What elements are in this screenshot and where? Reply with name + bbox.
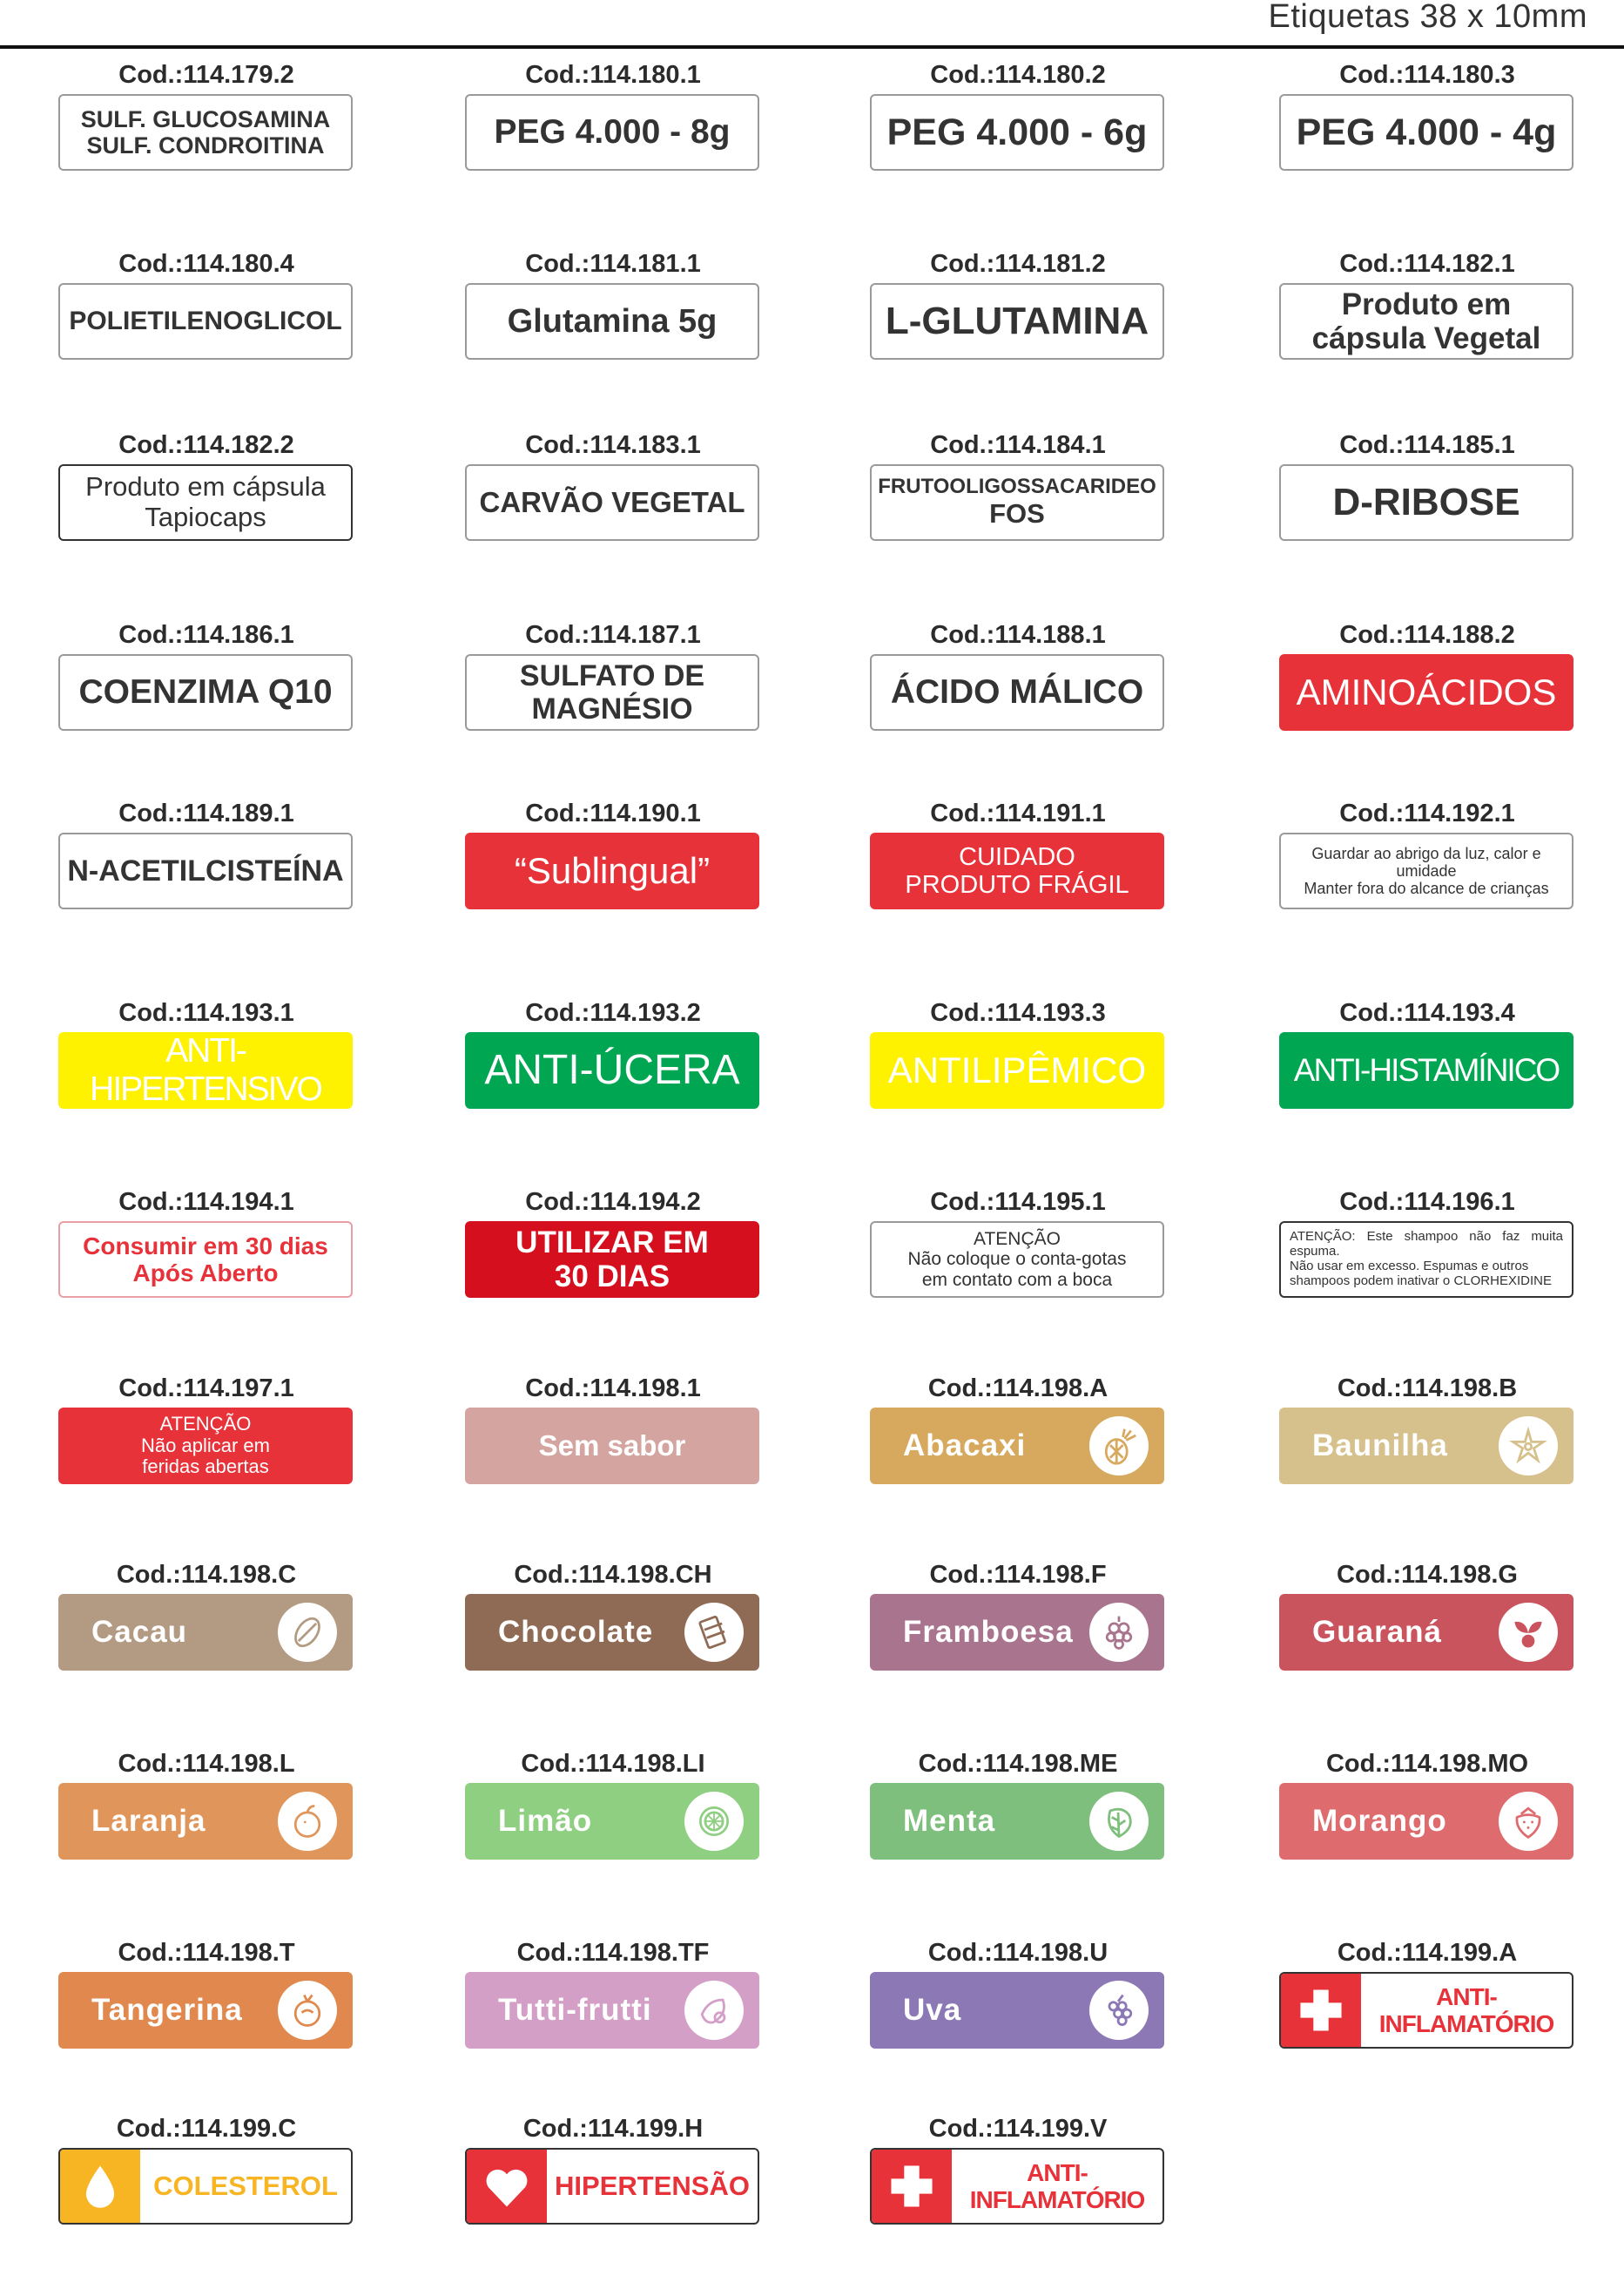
- pineapple-icon: [1089, 1416, 1149, 1475]
- label-code: Cod.:114.193.2: [525, 999, 701, 1027]
- label-cell: [870, 800, 1166, 974]
- label-code: Cod.:114.183.1: [525, 431, 701, 459]
- guarana-icon: [1499, 1603, 1558, 1662]
- label-line: ÁCIDO MÁLICO: [890, 673, 1144, 712]
- label-line: Produto em cápsula: [85, 471, 326, 503]
- label-menta: [870, 1783, 1164, 1860]
- lime-slice-icon: [684, 1792, 744, 1851]
- label-line: L-GLUTAMINA: [885, 300, 1149, 343]
- label-abacaxi: [870, 1408, 1164, 1484]
- label-code: Cod.:114.180.2: [930, 61, 1106, 89]
- label-line: CUIDADO: [959, 842, 1075, 871]
- label-code: Cod.:114.187.1: [525, 621, 701, 649]
- label-tutti-frutti: [465, 1972, 759, 2049]
- label-code: Cod.:114.199.V: [928, 2115, 1108, 2143]
- label-code: Cod.:114.198.MO: [1325, 1750, 1529, 1778]
- label-sulf-glucosamina: [58, 94, 353, 171]
- label-text: ANTI-INFLAMATÓRIO: [1378, 1982, 1554, 2037]
- red-cross-icon: [1281, 1974, 1361, 2047]
- label-cell: [58, 800, 354, 974]
- label-cell: [58, 250, 354, 424]
- label-line: FOS: [989, 498, 1045, 530]
- label-line: PEG 4.000 - 8g: [494, 113, 731, 152]
- label-line: Guardar ao abrigo da luz, calor e umidade: [1311, 844, 1541, 880]
- label-cell: [465, 999, 761, 1173]
- label-cell: [870, 1561, 1166, 1735]
- flavor-name: Menta: [903, 1804, 996, 1839]
- label-cell: [58, 1561, 354, 1735]
- label-line: em contato com a boca: [921, 1269, 1113, 1290]
- mint-leaf-icon: [1089, 1792, 1149, 1851]
- flavor-name: Framboesa: [903, 1615, 1074, 1650]
- label-code: Cod.:114.194.1: [118, 1188, 294, 1216]
- label-text: COLESTEROL: [153, 2170, 338, 2201]
- label-line: SULFATO DE: [519, 658, 705, 692]
- label-line: ANTILIPÊMICO: [887, 1050, 1147, 1091]
- label-line: 30 DIAS: [554, 1259, 670, 1293]
- label-cell: [870, 1750, 1166, 1924]
- label-line: ATENÇÃO: [159, 1413, 252, 1435]
- label-anti-inflamatorio: [1279, 1972, 1573, 2049]
- label-line: feridas abertas: [142, 1455, 269, 1478]
- label-code: Cod.:114.181.2: [930, 250, 1106, 278]
- label-cell: [465, 1374, 761, 1549]
- grapes-icon: [1089, 1981, 1149, 2040]
- label-code: Cod.:114.195.1: [930, 1188, 1106, 1216]
- flavor-name: Limão: [498, 1804, 593, 1839]
- raspberry-icon: [1089, 1603, 1149, 1662]
- label-cell: [465, 1939, 761, 2113]
- label-frutooligossacarideo: [870, 464, 1164, 541]
- chocolate-bar-icon: [684, 1603, 744, 1662]
- label-carvao-vegetal: [465, 464, 759, 541]
- label-cell: [1279, 1939, 1575, 2113]
- label-cell: [465, 621, 761, 795]
- label-code: Cod.:114.198.1: [525, 1374, 701, 1402]
- label-line: MAGNÉSIO: [531, 692, 693, 726]
- label-framboesa: [870, 1594, 1164, 1671]
- label-code: Cod.:114.180.4: [118, 250, 294, 278]
- orange-icon: [278, 1792, 337, 1851]
- label-cell: [1279, 1561, 1575, 1735]
- tutti-frutti-icon: [684, 1981, 744, 2040]
- page-header: [0, 0, 1624, 49]
- label-line: shampoos podem inativar o CLORHEXIDINE: [1290, 1273, 1552, 1288]
- label-code: Cod.:114.198.F: [929, 1561, 1107, 1589]
- label-code: Cod.:114.199.C: [116, 2115, 297, 2143]
- label-cell: [58, 1750, 354, 1924]
- label-cell: [465, 800, 761, 974]
- label-line: ATENÇÃO: [974, 1228, 1061, 1249]
- label-code: Cod.:114.198.L: [118, 1750, 295, 1778]
- label-chocolate: [465, 1594, 759, 1671]
- label-guarana: [1279, 1594, 1573, 1671]
- label-cell: [870, 1188, 1166, 1362]
- label-code: Cod.:114.198.ME: [918, 1750, 1118, 1778]
- label-code: Cod.:114.180.3: [1339, 61, 1515, 89]
- label-code: Cod.:114.179.2: [118, 61, 294, 89]
- label-cell: [870, 1939, 1166, 2113]
- label-code: Cod.:114.198.B: [1337, 1374, 1518, 1402]
- label-code: Cod.:114.182.1: [1339, 250, 1515, 278]
- label-atencao-este-shampoo-nao-faz-muita-espuma: [1279, 1221, 1573, 1298]
- label-code: Cod.:114.181.1: [525, 250, 701, 278]
- vanilla-flower-icon: [1499, 1416, 1558, 1475]
- flavor-name: Cacau: [91, 1615, 188, 1650]
- label-peg-4-000-4g: [1279, 94, 1573, 171]
- label-code: Cod.:114.199.H: [522, 2115, 704, 2143]
- label-line: Após Aberto: [132, 1259, 279, 1286]
- label-anti-histaminico: [1279, 1032, 1573, 1109]
- label-colesterol: [58, 2148, 353, 2225]
- label-cell: [58, 621, 354, 795]
- label-cell: [58, 61, 354, 235]
- label-line: PEG 4.000 - 6g: [886, 111, 1148, 153]
- label-cell: [1279, 61, 1575, 235]
- label-cell: [870, 999, 1166, 1173]
- label-cell: [465, 431, 761, 605]
- label-line: Sem sabor: [538, 1428, 686, 1462]
- label-d-ribose: [1279, 464, 1573, 541]
- label-consumir-em-30-dias: [58, 1221, 353, 1298]
- label-peg-4-000-8g: [465, 94, 759, 171]
- strawberry-icon: [1499, 1792, 1558, 1851]
- label-code: Cod.:114.197.1: [118, 1374, 294, 1402]
- label-guardar-ao-abrigo-da-luz-calor-e-umidade: [1279, 833, 1573, 909]
- label-code: Cod.:114.199.A: [1337, 1939, 1518, 1967]
- label-code: Cod.:114.189.1: [118, 800, 294, 827]
- flavor-name: Laranja: [91, 1804, 206, 1839]
- label-line: COENZIMA Q10: [78, 673, 333, 712]
- label-antilipemico: [870, 1032, 1164, 1109]
- label-line: AMINOÁCIDOS: [1296, 672, 1557, 713]
- flavor-name: Abacaxi: [903, 1428, 1027, 1463]
- label-code: Cod.:114.198.U: [927, 1939, 1108, 1967]
- label-aminoacidos: [1279, 654, 1573, 731]
- label-l-glutamina: [870, 283, 1164, 360]
- label-line: D-RIBOSE: [1332, 481, 1520, 524]
- label-cell: [465, 1561, 761, 1735]
- label-code: Cod.:114.180.1: [525, 61, 701, 89]
- label-limao: [465, 1783, 759, 1860]
- label-code: Cod.:114.198.LI: [521, 1750, 705, 1778]
- label-code: Cod.:114.188.2: [1339, 621, 1515, 649]
- label-cell: [1279, 800, 1575, 974]
- label-cell: [1279, 999, 1575, 1173]
- label-code: Cod.:114.184.1: [930, 431, 1106, 459]
- label-produto-em-capsula: [58, 464, 353, 541]
- label-cell: [1279, 1188, 1575, 1362]
- label-line: Não usar em excesso. Espumas e outros: [1290, 1259, 1529, 1273]
- label-line: CARVÃO VEGETAL: [479, 485, 745, 518]
- label-laranja: [58, 1783, 353, 1860]
- label-atencao: [58, 1408, 353, 1484]
- label-cell: [1279, 1750, 1575, 1924]
- label-cell: [870, 431, 1166, 605]
- label-cell: [465, 61, 761, 235]
- label-sulfato-de: [465, 654, 759, 731]
- label-cell: [1279, 250, 1575, 424]
- header-rule: [0, 45, 1624, 49]
- label-code: Cod.:114.182.2: [118, 431, 294, 459]
- label-cell: [870, 250, 1166, 424]
- label-code: Cod.:114.186.1: [118, 621, 294, 649]
- label-cell: [870, 2115, 1166, 2289]
- label-text: HIPERTENSÃO: [555, 2170, 750, 2201]
- label-uva: [870, 1972, 1164, 2049]
- label-cell: [58, 1939, 354, 2113]
- label-cell: [1279, 621, 1575, 795]
- page-title: Etiquetas 38 x 10mm: [1268, 0, 1587, 35]
- label-line: Não coloque o conta-gotas: [907, 1249, 1127, 1270]
- label-anti-hipertensivo: [58, 1032, 353, 1109]
- label-morango: [1279, 1783, 1573, 1860]
- label-cell: [58, 2115, 354, 2289]
- label-code: Cod.:114.194.2: [525, 1188, 701, 1216]
- label-line: SULF. CONDROITINA: [86, 132, 325, 159]
- red-cross-icon: [872, 2150, 952, 2223]
- label-line: Consumir em 30 dias: [83, 1232, 328, 1259]
- label-line: Manter fora do alcance de crianças: [1304, 880, 1549, 898]
- label-cell: [58, 431, 354, 605]
- heart-icon: [467, 2150, 547, 2223]
- label-glutamina-5g: [465, 283, 759, 360]
- label-acido-malico: [870, 654, 1164, 731]
- label-text: ANTI-INFLAMATÓRIO: [969, 2158, 1145, 2213]
- label-code: Cod.:114.188.1: [930, 621, 1106, 649]
- label-atencao: [870, 1221, 1164, 1298]
- flavor-name: Baunilha: [1312, 1428, 1448, 1463]
- label-line: PRODUTO FRÁGIL: [905, 871, 1129, 899]
- label-coenzima-q10: [58, 654, 353, 731]
- label-line: FRUTOOLIGOSSACARIDEO: [878, 475, 1156, 499]
- flavor-name: Tutti-frutti: [498, 1993, 652, 2028]
- label-line: PEG 4.000 - 4g: [1296, 111, 1557, 153]
- flavor-name: Tangerina: [91, 1993, 243, 2028]
- label-anti-ucera: [465, 1032, 759, 1109]
- label-code: Cod.:114.193.3: [930, 999, 1106, 1027]
- label-line: UTILIZAR EM: [516, 1225, 709, 1259]
- tangerine-icon: [278, 1981, 337, 2040]
- label-code: Cod.:114.198.A: [927, 1374, 1108, 1402]
- label-line: Produto em: [1341, 287, 1512, 321]
- label-cell: [870, 1374, 1166, 1549]
- label-cuidado: [870, 833, 1164, 909]
- label-hipertensao: [465, 2148, 759, 2225]
- label-line: POLIETILENOGLICOL: [69, 307, 342, 336]
- label-line: “Sublingual”: [514, 850, 711, 892]
- label-code: Cod.:114.193.1: [118, 999, 294, 1027]
- label-code: Cod.:114.191.1: [930, 800, 1106, 827]
- label-polietilenoglicol: [58, 283, 353, 360]
- flavor-name: Morango: [1312, 1804, 1447, 1839]
- label-code: Cod.:114.198.T: [118, 1939, 295, 1967]
- label-code: Cod.:114.198.C: [116, 1561, 297, 1589]
- label-cell: [870, 621, 1166, 795]
- label-line: cápsula Vegetal: [1311, 321, 1541, 355]
- flavor-name: Chocolate: [498, 1615, 654, 1650]
- label-line: ANTI-HIPERTENSIVO: [90, 1032, 321, 1108]
- label-cell: [465, 250, 761, 424]
- label-cell: [58, 1374, 354, 1549]
- label-line: Não aplicar em: [141, 1434, 270, 1456]
- label-cacau: [58, 1594, 353, 1671]
- label-line: ANTI-ÚCERA: [484, 1047, 740, 1094]
- label-line: N-ACETILCISTEÍNA: [67, 854, 344, 888]
- label-code: Cod.:114.190.1: [525, 800, 701, 827]
- label-sem-sabor: [465, 1408, 759, 1484]
- label-cell: [1279, 1374, 1575, 1549]
- label-line: Glutamina 5g: [507, 302, 718, 340]
- drop-icon: [60, 2150, 140, 2223]
- label-code: Cod.:114.193.4: [1339, 999, 1515, 1027]
- label-cell: [1279, 431, 1575, 605]
- label-cell: [58, 999, 354, 1173]
- label-produto-em: [1279, 283, 1573, 360]
- cocoa-pod-icon: [278, 1603, 337, 1662]
- label-utilizar-em: [465, 1221, 759, 1298]
- label-line: Tapiocaps: [145, 502, 266, 532]
- label-cell: [465, 1188, 761, 1362]
- label-line: SULF. GLUCOSAMINA: [80, 105, 331, 132]
- label-line: ANTI-HISTAMÍNICO: [1293, 1052, 1560, 1089]
- label-n-acetilcisteina: [58, 833, 353, 909]
- label-cell: [870, 61, 1166, 235]
- label-sublingual: [465, 833, 759, 909]
- label-cell: [58, 1188, 354, 1362]
- label-peg-4-000-6g: [870, 94, 1164, 171]
- label-line: ATENÇÃO: Este shampoo não faz muita espuma.: [1290, 1229, 1563, 1259]
- label-code: Cod.:114.192.1: [1339, 800, 1515, 827]
- label-baunilha: [1279, 1408, 1573, 1484]
- label-tangerina: [58, 1972, 353, 2049]
- label-code: Cod.:114.198.TF: [516, 1939, 710, 1967]
- label-cell: [465, 2115, 761, 2289]
- label-cell: [465, 1750, 761, 1924]
- label-code: Cod.:114.196.1: [1339, 1188, 1515, 1216]
- label-anti-inflamatorio: [870, 2148, 1164, 2225]
- label-code: Cod.:114.198.G: [1337, 1561, 1518, 1589]
- flavor-name: Guaraná: [1312, 1615, 1442, 1650]
- label-code: Cod.:114.198.CH: [514, 1561, 712, 1589]
- flavor-name: Uva: [903, 1993, 962, 2028]
- label-code: Cod.:114.185.1: [1339, 431, 1515, 459]
